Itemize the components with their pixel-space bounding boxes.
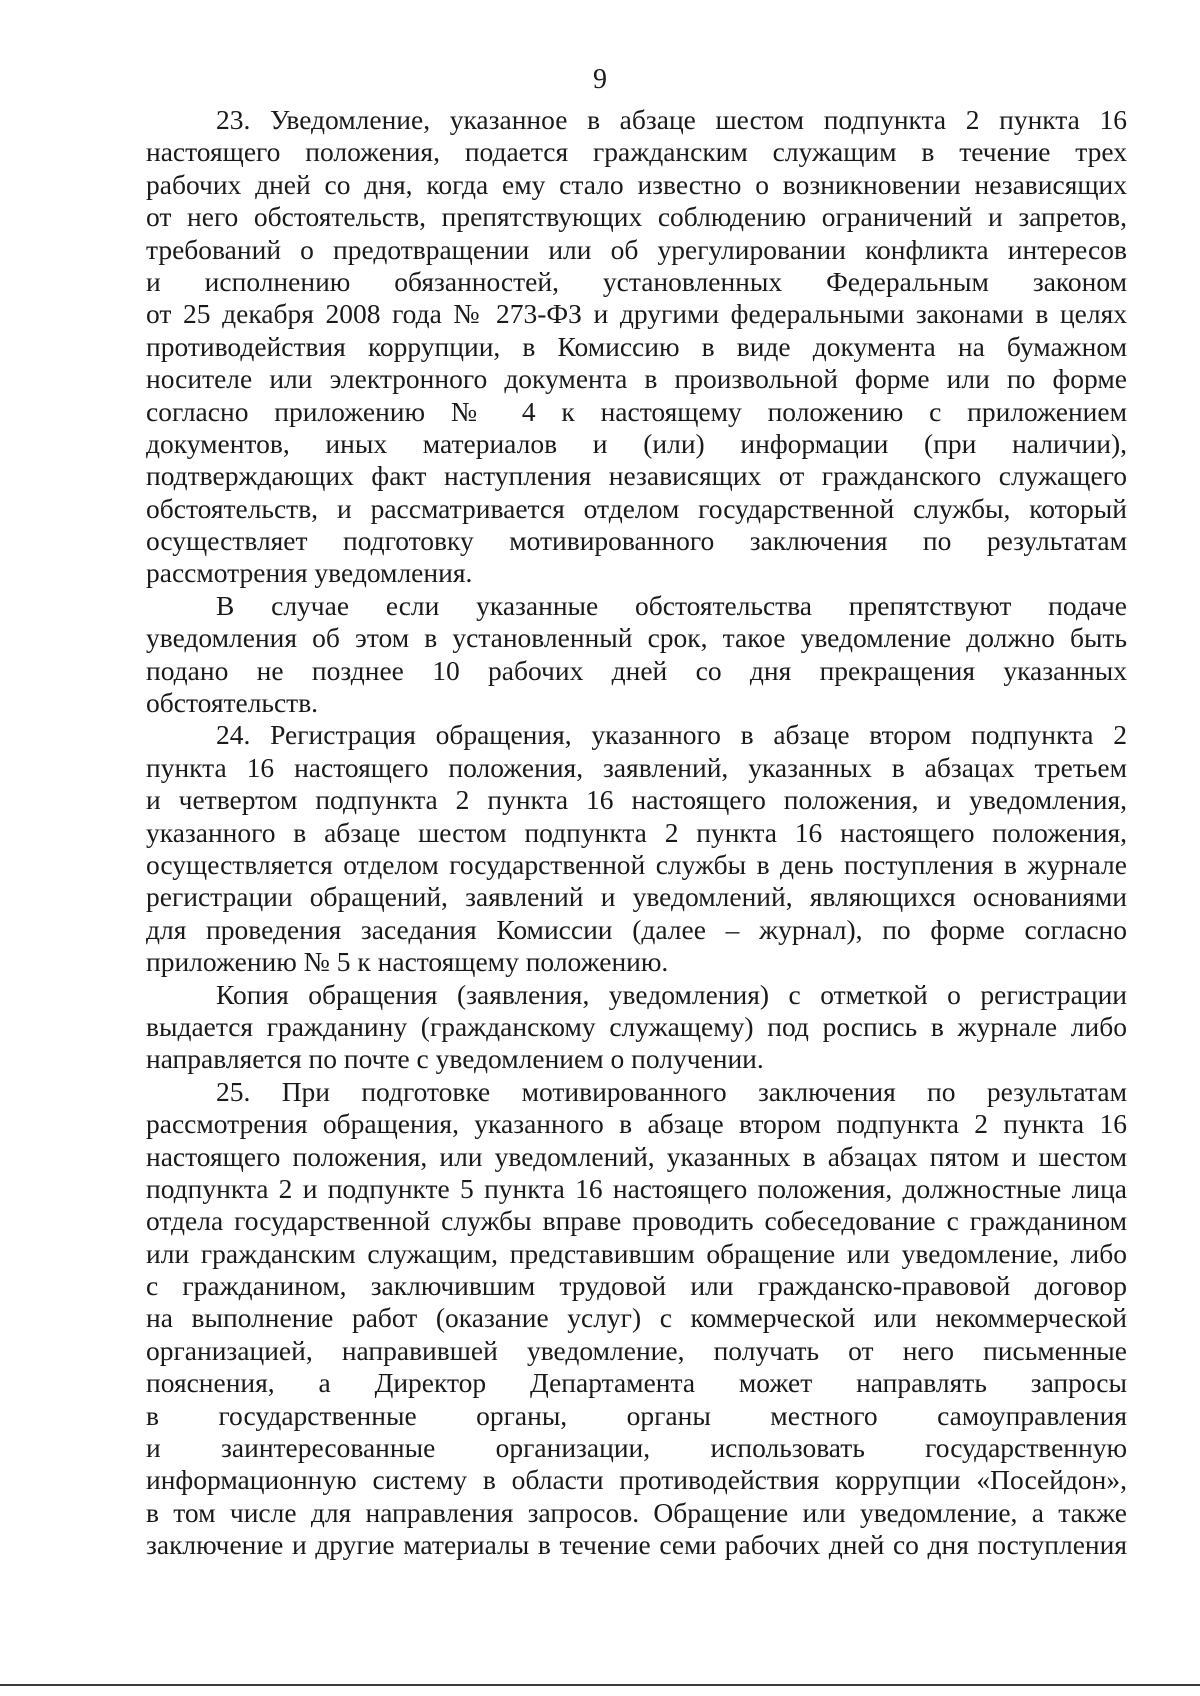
text-line: и заинтересованные организации, использовать государственную — [146, 1432, 1127, 1464]
text-line: для проведения заседания Комиссии (далее – журнал), по форме согласно — [146, 913, 1127, 945]
text-line: настоящего положения, подается гражданским служащим в течение трех — [146, 136, 1127, 168]
text-line: подано не позднее 10 рабочих дней со дня прекращения указанных — [146, 654, 1127, 686]
text-line: в том числе для направления запросов. Обращение или уведомление, а также — [146, 1496, 1127, 1528]
text-line: организацией, направившей уведомление, получать от него письменные — [146, 1334, 1127, 1366]
text-line: в государственные органы, органы местного самоуправления — [146, 1399, 1127, 1431]
text-line: 23. Уведомление, указанное в абзаце шестом подпункта 2 пункта 16 — [216, 104, 1127, 135]
text-line: согласно приложению № 4 к настоящему положению с приложением — [146, 395, 1127, 427]
text-line: отдела государственной службы вправе проводить собеседование с гражданином — [146, 1205, 1127, 1237]
text-line: настоящего положения, или уведомлений, указанных в абзацах пятом и шестом — [146, 1140, 1127, 1172]
text-line: подтверждающих факт наступления независящих от гражданского служащего — [146, 460, 1127, 492]
text-line: рабочих дней со дня, когда ему стало известно о возникновении независящих — [146, 168, 1127, 200]
text-line: и четвертом подпункта 2 пункта 16 настоящего положения, и уведомления, — [146, 784, 1127, 816]
text-line: приложению № 5 к настоящему положению. — [146, 946, 669, 978]
text-line: указанного в абзаце шестом подпункта 2 пункта 16 настоящего положения, — [146, 816, 1127, 848]
text-line: обстоятельств. — [146, 687, 319, 719]
text-line: осуществляется отделом государственной службы в день поступления в журнале — [146, 848, 1127, 880]
text-line: 24. Регистрация обращения, указанного в абзаце втором подпункта 2 — [216, 719, 1127, 751]
document-body — [146, 104, 1127, 1562]
text-line: выдается гражданину (гражданскому служащему) под роспись в журнале либо — [146, 1010, 1127, 1042]
text-line: направляется по почте с уведомлением о получении. — [146, 1043, 764, 1075]
page-number: 9 — [593, 64, 607, 95]
text-line: регистрации обращений, заявлений и уведомлений, являющихся основаниями — [146, 881, 1127, 913]
text-line: Копия обращения (заявления, уведомления) с отметкой о регистрации — [216, 978, 1127, 1010]
text-line: от 25 декабря 2008 года № 273-ФЗ и другими федеральными законами в целях — [146, 298, 1127, 330]
text-line: 25. При подготовке мотивированного заключения по результатам — [216, 1075, 1127, 1107]
text-line: требований о предотвращении или об урегулировании конфликта интересов — [146, 233, 1127, 265]
text-line: с гражданином, заключившим трудовой или гражданско-правовой договор — [146, 1270, 1127, 1302]
text-line: информационную систему в области противодействия коррупции «Посейдон», — [146, 1464, 1127, 1496]
text-line: В случае если указанные обстоятельства препятствуют подаче — [216, 589, 1127, 621]
text-line: от него обстоятельств, препятствующих соблюдению ограничений и запретов, — [146, 201, 1127, 233]
text-line: противодействия коррупции, в Комиссию в виде документа на бумажном — [146, 330, 1127, 362]
text-line: или гражданским служащим, представившим обращение или уведомление, либо — [146, 1237, 1127, 1269]
text-line: на выполнение работ (оказание услуг) с коммерческой или некоммерческой — [146, 1302, 1127, 1334]
text-line: пояснения, а Директор Департамента может направлять запросы — [146, 1367, 1127, 1399]
text-line: пункта 16 настоящего положения, заявлений, указанных в абзацах третьем — [146, 751, 1127, 783]
text-line: подпункта 2 и подпункте 5 пункта 16 настоящего положения, должностные лица — [146, 1172, 1127, 1204]
text-line: рассмотрения обращения, указанного в абзаце втором подпункта 2 пункта 16 — [146, 1108, 1127, 1140]
text-line: заключение и другие материалы в течение семи рабочих дней со дня поступления — [146, 1529, 1127, 1561]
text-line: уведомления об этом в установленный срок, такое уведомление должно быть — [146, 622, 1127, 654]
text-line: осуществляет подготовку мотивированного заключения по результатам — [146, 525, 1127, 557]
text-line: и исполнению обязанностей, установленных Федеральным законом — [146, 265, 1127, 297]
text-line: рассмотрения уведомления. — [146, 557, 473, 589]
bottom-border-line — [0, 1684, 1200, 1686]
text-line: носителе или электронного документа в произвольной форме или по форме — [146, 363, 1127, 395]
text-line: документов, иных материалов и (или) информации (при наличии), — [146, 427, 1127, 459]
text-line: обстоятельств, и рассматривается отделом государственной службы, который — [146, 492, 1127, 524]
